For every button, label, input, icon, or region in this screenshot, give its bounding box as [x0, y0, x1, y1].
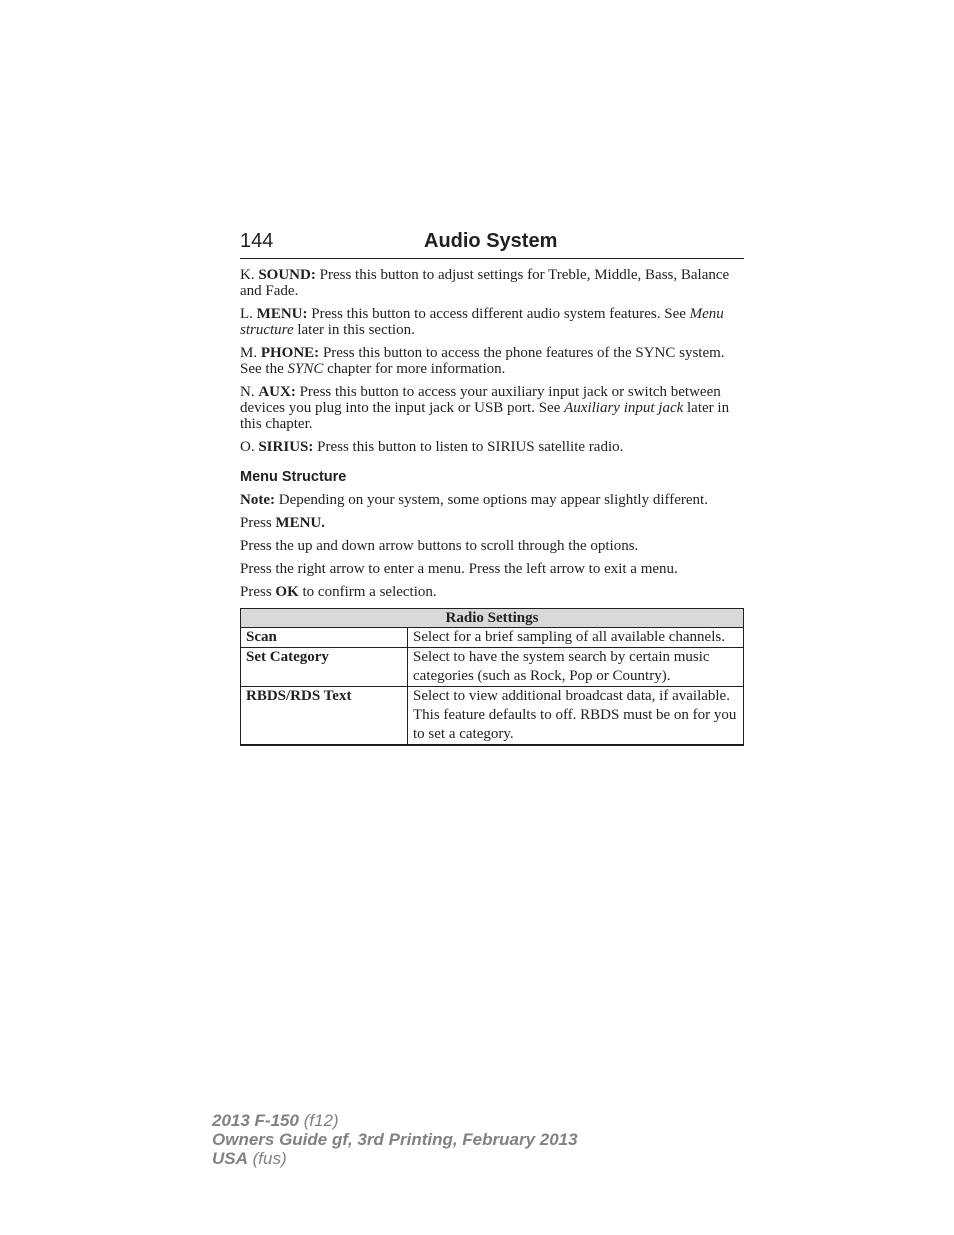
item-menu: [240, 306, 744, 338]
footer-guide: Owners Guide gf, 3rd Printing, February 2013: [212, 1130, 578, 1149]
note-label: Note:: [240, 492, 275, 508]
item-letter: K.: [240, 267, 255, 283]
item-text: chapter for more information.: [323, 361, 506, 377]
arrow-paragraph: Press the right arrow to enter a menu. Press the left arrow to exit a menu.: [240, 561, 678, 577]
table-row: [241, 628, 744, 648]
item-aux: [240, 384, 744, 432]
item-text: later in this section.: [293, 322, 415, 338]
item-text: Press this button to access different audio system features. See: [307, 306, 690, 322]
press-menu-paragraph: [240, 515, 744, 531]
item-term: SIRIUS:: [258, 439, 314, 455]
instruction-text: Press: [240, 584, 276, 600]
item-letter: O.: [240, 439, 255, 455]
item-term: AUX:: [258, 384, 296, 400]
scroll-paragraph: Press the up and down arrow buttons to scroll through the options.: [240, 538, 639, 554]
page-header: [240, 229, 744, 259]
footer-region-code: (fus): [252, 1149, 287, 1168]
item-sirius: [240, 439, 744, 455]
note-text: Depending on your system, some options may appear slightly different.: [274, 492, 708, 508]
setting-description: Select to have the system search by certain music categories (such as Rock, Pop or Country).: [408, 648, 744, 687]
page-number: 144: [240, 230, 274, 252]
table-header-row: [241, 609, 744, 628]
section-heading: Menu Structure: [240, 469, 347, 485]
ok-key: OK: [275, 584, 299, 600]
item-text: Press this button to listen to SIRIUS satellite radio.: [313, 439, 624, 455]
setting-description: Select to view additional broadcast data, if available. This feature defaults to off. RBDS must be on for you to set a category.: [408, 687, 744, 746]
item-text: Press this button to adjust settings for Treble, Middle, Bass, Balance and Fade.: [240, 267, 730, 299]
page-content: [240, 267, 744, 746]
table-title: Radio Settings: [241, 609, 744, 628]
footer-region: USA: [212, 1149, 248, 1168]
item-term: PHONE:: [260, 345, 320, 361]
cross-reference: SYNC: [287, 361, 324, 377]
menu-key: MENU.: [275, 515, 325, 531]
page-footer: [212, 1111, 578, 1168]
instruction-text: to confirm a selection.: [298, 584, 437, 600]
footer-model: 2013 F-150: [212, 1111, 299, 1130]
footer-model-line: [212, 1111, 578, 1130]
table-row: [241, 648, 744, 687]
note-paragraph: [240, 492, 744, 508]
radio-settings-table: [240, 608, 744, 746]
item-text: Press this button to access your auxiliary input jack or switch between devices you plug into the input jack or USB port. See: [240, 384, 721, 416]
press-ok-paragraph: [240, 584, 744, 600]
item-term: SOUND:: [258, 267, 316, 283]
cross-reference: Menu structure: [240, 306, 724, 338]
item-sound: [240, 267, 744, 299]
footer-region-line: [212, 1149, 578, 1168]
item-phone: [240, 345, 744, 377]
setting-name: Set Category: [241, 648, 408, 687]
chapter-title: Audio System: [424, 230, 558, 252]
setting-description: Select for a brief sampling of all available channels.: [408, 628, 744, 648]
item-text: later in this chapter.: [240, 400, 730, 432]
instruction-text: Press: [240, 515, 276, 531]
footer-model-code: (f12): [303, 1111, 339, 1130]
item-text: Press this button to access the phone features of the SYNC system. See the: [240, 345, 725, 377]
cross-reference: Auxiliary input jack: [564, 400, 684, 416]
setting-name: Scan: [241, 628, 408, 648]
table-row: [241, 687, 744, 746]
item-term: MENU:: [256, 306, 308, 322]
item-letter: L.: [240, 306, 253, 322]
setting-name: RBDS/RDS Text: [241, 687, 408, 746]
item-letter: M.: [240, 345, 258, 361]
item-letter: N.: [240, 384, 255, 400]
